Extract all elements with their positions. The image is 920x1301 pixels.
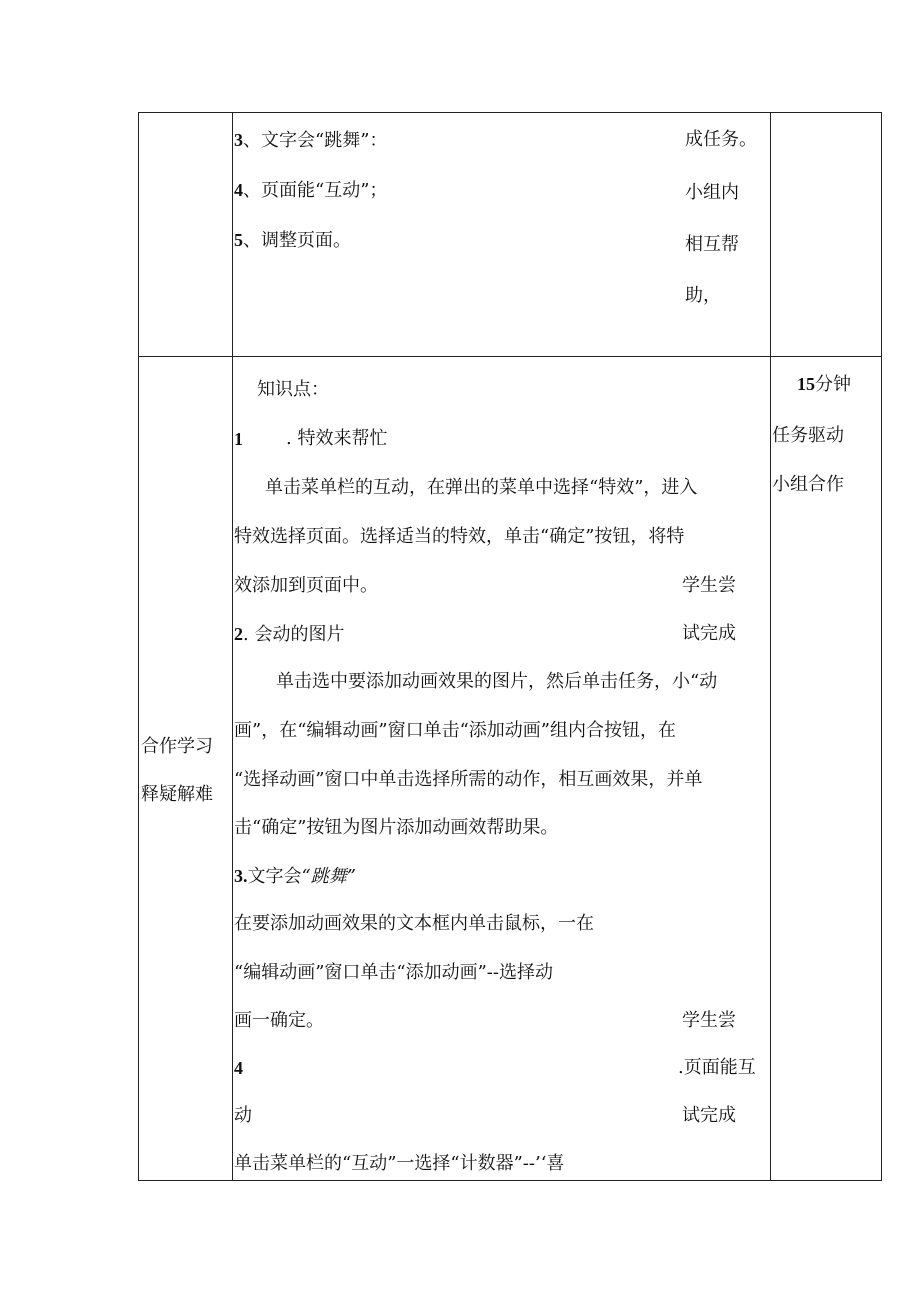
- paragraph-line: 特效选择页面。选择适当的特效，单击“确定”按钮，将特: [234, 526, 685, 547]
- section-number: 4: [234, 1058, 243, 1078]
- stage-label: 释疑解难: [141, 784, 213, 805]
- paragraph-line: 在要添加动画效果的文本框内单击鼠标，一在: [234, 913, 594, 934]
- activity-text: 试完成: [682, 623, 736, 644]
- section-number: 1: [234, 429, 243, 449]
- activity-text: 助，: [685, 285, 721, 306]
- list-item: 4、页面能“互动”；: [234, 180, 388, 201]
- activity-text: 相互帮: [685, 234, 739, 255]
- paragraph-line: “选择动画”窗口中单击选择所需的动作，相互画效果，并单: [234, 769, 703, 790]
- paragraph-line: 击“确定”按钮为图片添加动画效帮助果。: [234, 817, 559, 838]
- section-title: . 特效来帮忙: [286, 428, 388, 449]
- activity-text: 成任务。: [685, 129, 757, 150]
- table-border-left: [138, 112, 139, 1181]
- method-label: 任务驱动: [772, 425, 844, 446]
- paragraph-line: 动: [234, 1105, 252, 1126]
- list-item: 5、调整页面。: [234, 230, 351, 251]
- paragraph-line: 效添加到页面中。: [234, 575, 378, 596]
- list-item: 3、文字会“跳舞”：: [234, 130, 388, 151]
- stage-label: 合作学习: [141, 736, 213, 757]
- paragraph-line: 画”，在“编辑动画”窗口单击“添加动画”组内合按钮，在: [234, 720, 677, 741]
- section-heading: 知识点：: [257, 379, 329, 400]
- paragraph-line: “编辑动画”窗口单击“添加动画”--选择动: [234, 962, 553, 983]
- table-border-top: [138, 112, 882, 113]
- time-label: 15分钟: [797, 374, 851, 395]
- paragraph-line: 单击选中要添加动画效果的图片，然后单击任务，小“动: [276, 671, 718, 692]
- method-label: 小组合作: [772, 474, 844, 495]
- activity-text: 试完成: [682, 1105, 736, 1126]
- table-border-right: [881, 112, 882, 1181]
- paragraph-line: 画一确定。: [234, 1010, 324, 1031]
- section-title: 2. 会动的图片: [234, 624, 345, 645]
- activity-text: 学生尝: [682, 575, 736, 596]
- paragraph-line: 单击菜单栏的互动，在弹出的菜单中选择“特效”，进入: [265, 477, 698, 498]
- table-border-bottom: [138, 1180, 882, 1181]
- row-divider: [138, 356, 882, 357]
- activity-text: 学生尝: [682, 1010, 736, 1031]
- activity-text: 小组内: [685, 182, 739, 203]
- activity-text: .页面能互: [678, 1057, 756, 1078]
- paragraph-line: 单击菜单栏的“互动”一选择“计数器”--’‘喜: [234, 1153, 565, 1174]
- column-divider: [232, 112, 233, 1181]
- column-divider: [770, 112, 771, 1181]
- section-title: 3.文字会“跳舞”: [234, 866, 356, 887]
